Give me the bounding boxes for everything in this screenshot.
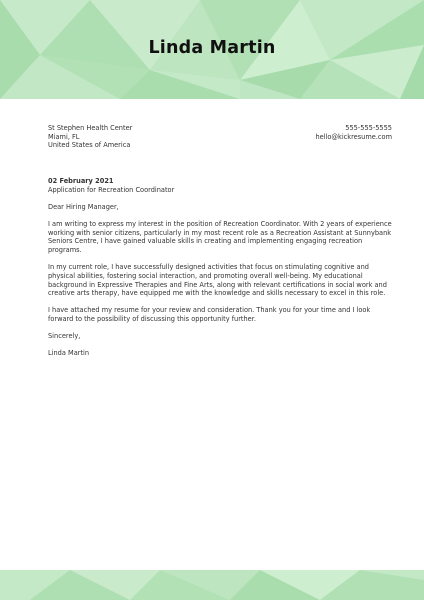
- letter-body: [48, 177, 394, 366]
- recipient-organization: St Stephen Health Center: [48, 124, 133, 132]
- letter-greeting: Dear Hiring Manager,: [48, 202, 119, 211]
- recipient-city: Miami, FL: [48, 132, 80, 141]
- letter-paragraph-2: In my current role, I have successfully designed activities that focus on stimulating cognitive and physical abilities, fostering social interaction, and promoting overall well-being. My educational background in Expressive Therapies and Fine Arts, along with relevant certifications in social work and creative arts therapy, have equipped me with the knowledge and skills necessary to excel in this role.: [48, 263, 387, 298]
- applicant-name: Linda Martin: [148, 38, 276, 58]
- letter-signature: Linda Martin: [48, 349, 90, 358]
- header-banner: [0, 0, 424, 99]
- recipient-country: United States of America: [48, 141, 131, 150]
- footer-banner: [0, 570, 424, 600]
- recipient-address: [48, 124, 132, 150]
- letter-paragraph-3: I have attached my resume for your review and consideration. Thank you for your time and I look forward to the possibility of discussing this opportunity further.: [48, 306, 371, 323]
- letter-paragraph-1: I am writing to express my interest in the position of Recreation Coordinator. With 2 years of experience working with senior citizens, particularly in my most recent role as a Recreation Assistant at Sunnybank Seniors Centre, I have gained valuable skills in creating and implementing engaging recreation programs.: [48, 219, 392, 254]
- footer-geometric-background: [0, 570, 424, 600]
- phone-number: 555-555-5555: [345, 124, 392, 132]
- contact-info: [315, 124, 392, 141]
- letter-closing: Sincerely,: [48, 332, 81, 341]
- email-address: hello@kickresume.com: [315, 132, 392, 141]
- letter-subject: Application for Recreation Coordinator: [48, 185, 175, 194]
- letter-date: 02 February 2021: [48, 177, 114, 185]
